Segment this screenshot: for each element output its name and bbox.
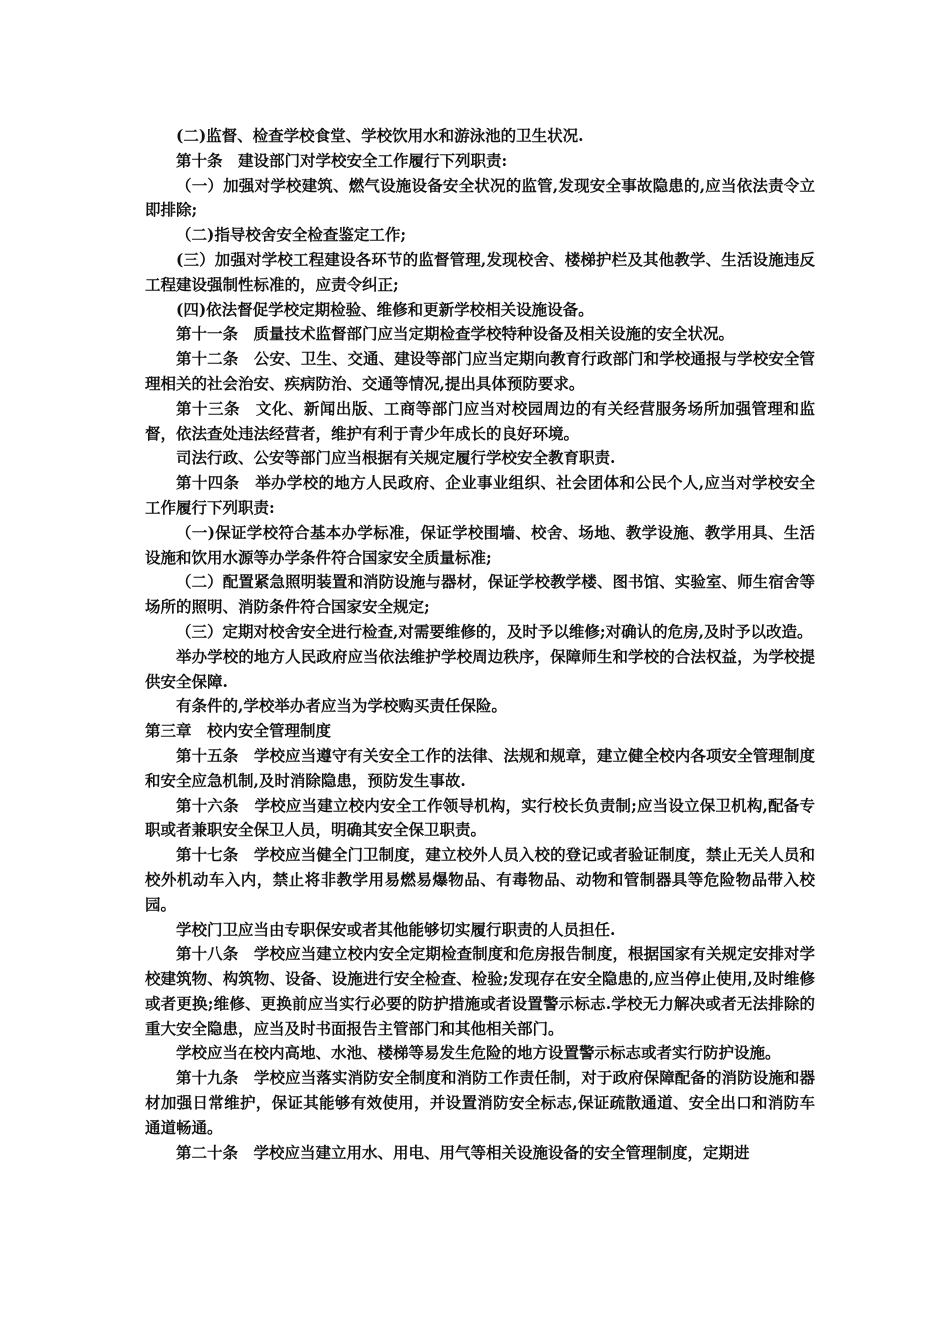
paragraph: 学校应当在校内高地、水池、楼梯等易发生危险的地方设置警示标志或者实行防护设施。	[176, 1043, 781, 1063]
paragraph: 第十五条 学校应当遵守有关安全工作的法律、法规和规章，建立健全校内各项安全管理制度和安全应急机制,及时消除隐患，预防发生事故.	[145, 745, 815, 790]
paragraph: 第十九条 学校应当落实消防安全制度和消防工作责任制，对于政府保障配备的消防设施和器材加强日常维护，保证其能够有效使用，并设置消防安全标志,保证疏散通道、安全出口和消防车通道畅通。	[145, 1068, 815, 1137]
paragraph: （三）定期对校舍安全进行检查,对需要维修的，及时予以维修;对确认的危房,及时予以改造。	[176, 621, 813, 641]
paragraph: （一）加强对学校建筑、燃气设施设备安全状况的监管,发现安全事故隐患的,应当依法责令立即排除;	[145, 175, 815, 220]
paragraph: （二)指导校舍安全检查鉴定工作;	[176, 225, 407, 245]
paragraph: 第十七条 学校应当健全门卫制度，建立校外人员入校的登记或者验证制度，禁止无关人员和校外机动车入内，禁止将非教学用易燃易爆物品、有毒物品、动物和管制器具等危险物品带入校园。	[145, 845, 815, 914]
paragraph: (四)依法督促学校定期检验、维修和更新学校相关设施设备。	[176, 299, 594, 319]
paragraph: (三）加强对学校工程建设各环节的监督管理,发现校舍、楼梯护栏及其他教学、生活设施违反工程建设强制性标准的，应责令纠正;	[145, 249, 815, 294]
paragraph: 举办学校的地方人民政府应当依法维护学校周边秩序，保障师生和学校的合法权益，为学校提供安全保障.	[145, 646, 815, 691]
paragraph: 第十二条 公安、卫生、交通、建设等部门应当定期向教育行政部门和学校通报与学校安全管理相关的社会治安、疾病防治、交通等情况,提出具体预防要求。	[145, 349, 815, 393]
paragraph: （二）配置紧急照明装置和消防设施与器材，保证学校教学楼、图书馆、实验室、师生宿舍等场所的照明、消防条件符合国家安全规定;	[145, 572, 815, 617]
paragraph: 第十四条 举办学校的地方人民政府、企业事业组织、社会团体和公民个人,应当对学校安全工作履行下列职责:	[145, 473, 815, 517]
document-body	[145, 124, 815, 1165]
paragraph: 第十三条 文化、新闻出版、工商等部门应当对校园周边的有关经营服务场所加强管理和监督，依法查处违法经营者，维护有利于青少年成长的良好环境。	[145, 398, 815, 443]
paragraph: 第十条 建设部门对学校安全工作履行下列职责:	[176, 150, 508, 170]
paragraph: 司法行政、公安等部门应当根据有关规定履行学校安全教育职责.	[176, 448, 616, 468]
paragraph: 第十六条 学校应当建立校内安全工作领导机构，实行校长负责制;应当设立保卫机构,配备专职或者兼职安全保卫人员，明确其安全保卫职责。	[145, 795, 815, 840]
paragraph: 学校门卫应当由专职保安或者其他能够切实履行职责的人员担任.	[176, 919, 616, 939]
paragraph: (二)监督、检查学校食堂、学校饮用水和游泳池的卫生状况.	[176, 126, 584, 145]
paragraph: （一)保证学校符合基本办学标准，保证学校围墙、校舍、场地、教学设施、教学用具、生活设施和饮用水源等办学条件符合国家安全质量标准;	[145, 522, 815, 567]
paragraph: 第十八条 学校应当建立校内安全定期检查制度和危房报告制度，根据国家有关规定安排对学校建筑物、构筑物、设备、设施进行安全检查、检验;发现存在安全隐患的,应当停止使用,及时维修或者更换;维修、更换前应当实行必要的防护措施或者设置警示标志.学校无力解决或者无法排除的重大安全隐患，应当及时书面报告主管部门和其他相关部门。	[145, 944, 815, 1038]
paragraph: 第十一条 质量技术监督部门应当定期检查学校特种设备及相关设施的安全状况。	[176, 324, 735, 344]
paragraph: 有条件的,学校举办者应当为学校购买责任保险。	[176, 696, 507, 716]
chapter-heading: 第三章 校内安全管理制度	[145, 721, 332, 741]
paragraph: 第二十条 学校应当建立用水、用电、用气等相关设施设备的安全管理制度，定期进	[176, 1142, 750, 1162]
